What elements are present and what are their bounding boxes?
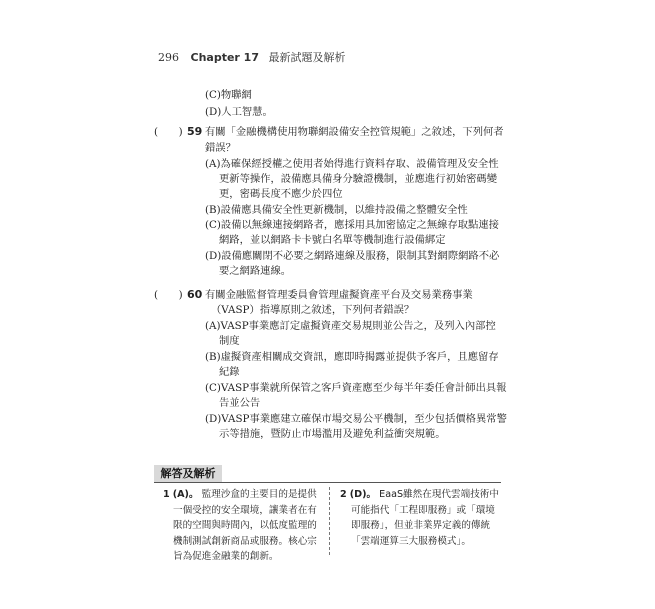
q60-option-c-1: (C)VASP事業就所保管之客戶資產應至少每半年委任會計師出具報: [205, 382, 507, 394]
question-60-stem-2: （VASP）指導原則之敘述，下列何者錯誤？: [211, 304, 415, 316]
q59-option-d-2: 要之網路連線。: [219, 265, 292, 277]
page-number: 296: [158, 51, 179, 64]
answer-blank-60: ( ): [154, 289, 183, 301]
question-59-stem-1: 有關「金融機構使用物聯網設備安全控管規範」之敘述，下列何者: [205, 126, 504, 138]
answer-1-line-4: 機制測試創新商品或服務。核心宗: [173, 536, 317, 547]
answers-column-separator: [329, 487, 330, 555]
q60-option-a-1: (A)VASP事業應訂定虛擬資產交易規則並公告之，及列入內部控: [205, 320, 496, 332]
answer-1-line-2: 一個受控的安全環境，讓業者在有: [173, 505, 317, 516]
question-59-stem-2: 錯誤？: [205, 142, 236, 154]
page-header: [158, 49, 345, 65]
question-number-60: 60: [187, 288, 203, 301]
q59-option-d-1: (D)設備應關閉不必要之網路連線及服務，限制其對網際網路不必: [205, 250, 500, 262]
answer-1-first-line: [163, 487, 317, 503]
q60-option-d-1: (D)VASP事業應建立確保市場交易公平機制，至少包括價格異常警: [205, 413, 507, 425]
q60-option-a-2: 制度: [219, 335, 240, 347]
q60-option-b-1: (B)虛擬資產相關成交資訊，應即時揭露並提供予客戶，且應留存: [205, 351, 499, 363]
section-title: 最新試題及解析: [268, 51, 346, 64]
answer-2-line-2: 可能指代「工程即服務」或「環境: [351, 505, 495, 516]
answer-1-line-5: 旨為促進金融業的創新。: [173, 551, 279, 562]
answer-1-line-3: 限的空間與時間內，以低度監理的: [173, 520, 317, 531]
q59-option-b-1: (B)設備應具備安全性更新機制，以維持設備之整體安全性: [205, 204, 468, 216]
answer-1-line-1: 監理沙盒的主要目的是提供: [201, 489, 317, 500]
answer-blank-59: ( ): [154, 126, 183, 138]
answer-2-key: (D)。: [349, 489, 377, 500]
question-number-59: 59: [187, 125, 203, 138]
q59-option-a-1: (A)為確保經授權之使用者始得進行資料存取、設備管理及安全性: [205, 158, 499, 170]
answer-2-number: 2: [340, 489, 347, 500]
answer-1-number: 1: [163, 489, 170, 500]
answer-2-line-4: 「雲端運算三大服務模式」。: [351, 536, 471, 547]
q59-option-a-2: 更新等操作，設備應具備身分驗證機制，並應進行初始密碼變: [219, 173, 498, 185]
answer-2-first-line: [340, 487, 499, 503]
answer-2-line-3: 即服務」，但並非業界定義的傳統: [351, 520, 491, 531]
answer-2-line-1: EaaS雖然在現代雲端技術中: [379, 489, 499, 500]
answer-1-key: (A)。: [172, 489, 199, 500]
q59-option-a-3: 更，密碼長度不應少於四位: [219, 188, 343, 200]
prev-option-c: (C)物聯網: [205, 89, 252, 101]
q59-option-c-1: (C)設備以無線連接網路者，應採用具加密協定之無線存取點連接: [205, 219, 499, 231]
prev-option-d: (D)人工智慧。: [205, 106, 273, 118]
q59-option-c-2: 網路，並以網路卡卡號白名單等機制進行設備綁定: [219, 234, 446, 246]
q60-option-b-2: 紀錄: [219, 366, 240, 378]
q60-option-d-2: 示等措施，暨防止市場濫用及避免利益衝突規範。: [219, 428, 446, 440]
chapter-label: Chapter 17: [190, 51, 259, 64]
q60-option-c-2: 告並公告: [219, 397, 261, 409]
answers-heading: 解答及解析: [154, 465, 222, 482]
question-60-stem-1: 有關金融監督管理委員會管理虛擬資產平台及交易業務事業: [205, 289, 473, 301]
answers-divider: [154, 482, 501, 483]
